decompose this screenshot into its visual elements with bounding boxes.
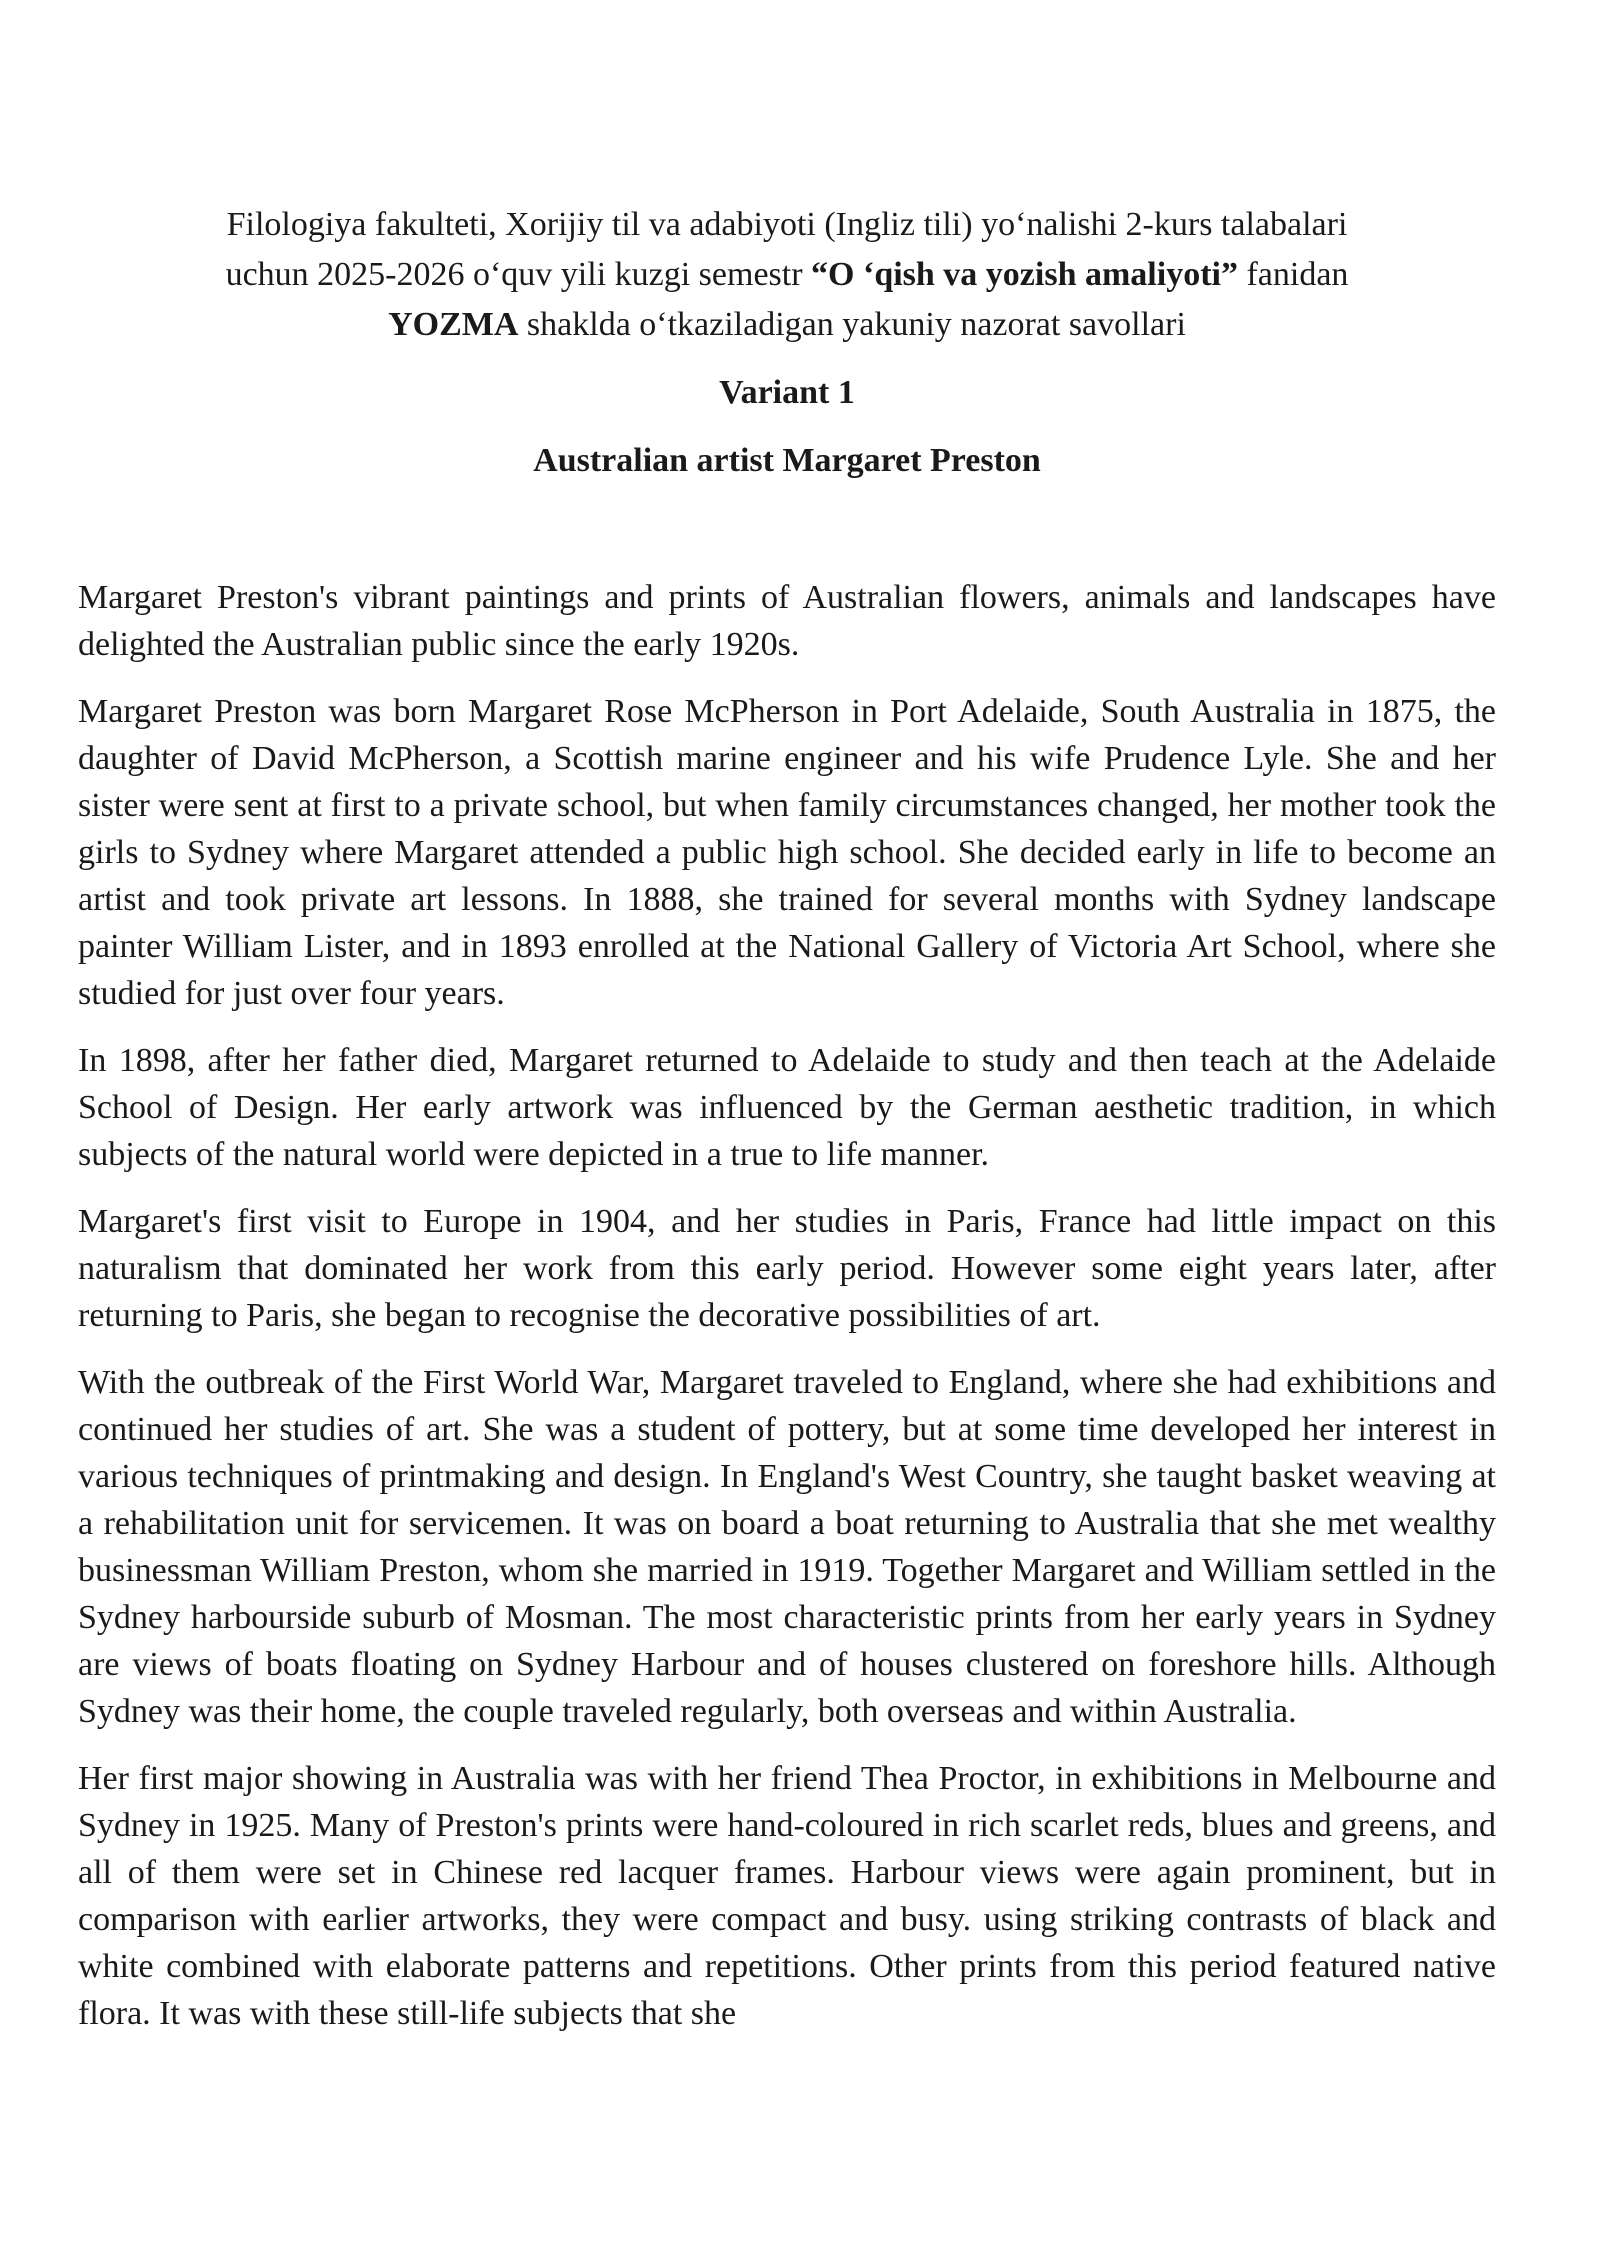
header-line-1	[78, 200, 1496, 250]
reading-text	[78, 574, 1496, 2037]
text-title: Australian artist Margaret Preston	[533, 442, 1041, 479]
header-line-1-text: Filologiya fakulteti, Xorijiy til va adabiyoti (Ingliz tili) yo‘nalishi 2-kurs talabalari	[226, 206, 1348, 243]
variant-heading: Variant 1	[719, 374, 855, 411]
document-page	[78, 200, 1496, 2057]
paragraph: Margaret Preston was born Margaret Rose McPherson in Port Adelaide, South Australia in 1875, the daughter of David McPherson, a Scottish marine engineer and his wife Prudence Lyle. She and her sister were sent at first to a private school, but when family circumstances changed, her mother took the girls to Sydney where Margaret attended a public high school. She decided early in life to become an artist and took private art lessons. In 1888, she trained for several months with Sydney landscape painter William Lister, and in 1893 enrolled at the National Gallery of Victoria Art School, where she studied for just over four years.	[78, 693, 1496, 1012]
header-line-3-text: shaklda o‘tkaziladigan yakuniy nazorat savollari	[518, 306, 1186, 343]
paragraph: Her first major showing in Australia was with her friend Thea Proctor, in exhibitions in Melbourne and Sydney in 1925. Many of Preston's prints were hand-coloured in rich scarlet reds, blues and greens, and all of them were set in Chinese red lacquer frames. Harbour views were again prominent, but in comparison with earlier artworks, they were compact and busy. using striking contrasts of black and white combined with elaborate patterns and repetitions. Other prints from this period featured native flora. It was with these still-life subjects that she	[78, 1760, 1496, 2032]
paragraph: In 1898, after her father died, Margaret returned to Adelaide to study and then teach at the Adelaide School of Design. Her early artwork was influenced by the German aesthetic tradition, in which subjects of the natural world were depicted in a true to life manner.	[78, 1042, 1496, 1173]
header-line-2	[78, 250, 1496, 300]
paragraph: With the outbreak of the First World War, Margaret traveled to England, where she had exhibitions and continued her studies of art. She was a student of pottery, but at some time developed her interest in various techniques of printmaking and design. In England's West Country, she taught basket weaving at a rehabilitation unit for servicemen. It was on board a boat returning to Australia that she met wealthy businessman William Preston, whom she married in 1919. Together Margaret and William settled in the Sydney harbourside suburb of Mosman. The most characteristic prints from her early years in Sydney are views of boats floating on Sydney Harbour and of houses clustered on foreshore hills. Although Sydney was their home, the couple traveled regularly, both overseas and within Australia.	[78, 1364, 1496, 1730]
header-line-2-suffix: fanidan	[1237, 256, 1349, 293]
course-name: “O ‘qish va yozish amaliyoti”	[811, 256, 1238, 293]
header-line-2-text: uchun 2025-2026 o‘quv yili kuzgi semestr	[225, 256, 812, 293]
header-line-3	[78, 300, 1496, 350]
document-header	[78, 200, 1496, 350]
exam-format: YOZMA	[388, 306, 519, 343]
paragraph: Margaret's first visit to Europe in 1904, and her studies in Paris, France had little impact on this naturalism that dominated her work from this early period. However some eight years later, after returning to Paris, she began to recognise the decorative possibilities of art.	[78, 1203, 1496, 1334]
paragraph: Margaret Preston's vibrant paintings and prints of Australian flowers, animals and landscapes have delighted the Australian public since the early 1920s.	[78, 579, 1496, 663]
